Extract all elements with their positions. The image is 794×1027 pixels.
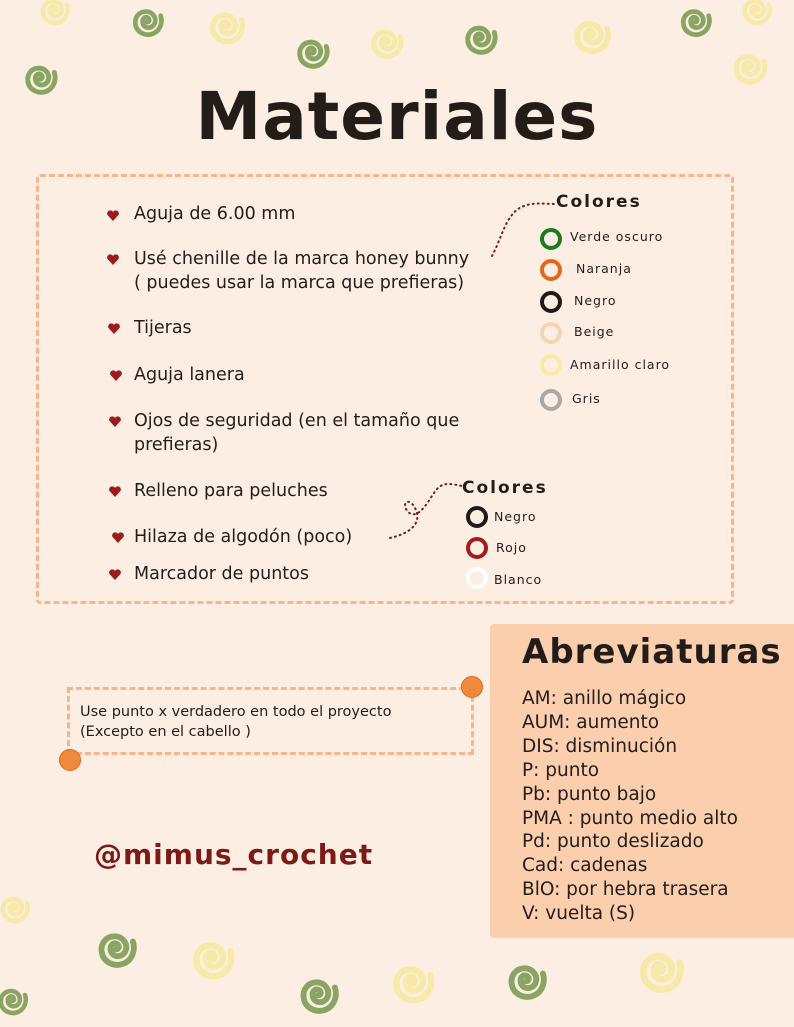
heart-icon bbox=[109, 370, 123, 382]
abbreviation-item: AM: anillo mágico bbox=[522, 688, 687, 709]
color-swatch bbox=[540, 291, 562, 313]
swirl-icon bbox=[0, 980, 32, 1020]
abbreviations-title: Abreviaturas bbox=[522, 632, 782, 672]
abbreviation-item: AUM: aumento bbox=[522, 712, 660, 733]
abbreviation-item: DIS: disminución bbox=[522, 736, 678, 757]
swirl-icon bbox=[384, 954, 440, 1010]
abbreviation-item: BlO: por hebra trasera bbox=[522, 879, 729, 900]
color-label: Beige bbox=[574, 324, 615, 339]
abbreviation-item: Cad: cadenas bbox=[522, 855, 648, 876]
heart-icon bbox=[108, 486, 122, 498]
color-swatch bbox=[540, 322, 562, 344]
button-icon bbox=[461, 676, 483, 698]
swirl-icon bbox=[364, 20, 408, 64]
color-label: Negro bbox=[494, 509, 537, 524]
note-text: Use punto x verdadero en todo el proyecto bbox=[80, 704, 392, 720]
heart-icon bbox=[108, 569, 122, 581]
swirl-icon bbox=[184, 930, 240, 986]
list-item: Aguja lanera bbox=[134, 365, 245, 385]
list-item: Marcador de puntos bbox=[134, 564, 309, 584]
list-item: Usé chenille de la marca honey bunny bbox=[134, 249, 470, 269]
colors-title: Colores bbox=[462, 478, 548, 498]
color-label: Verde oscuro bbox=[570, 229, 664, 244]
color-label: Negro bbox=[574, 293, 617, 308]
color-swatch bbox=[540, 228, 562, 250]
abbreviation-item: PMA : punto medio alto bbox=[522, 808, 738, 829]
note-box bbox=[67, 687, 474, 755]
color-swatch bbox=[540, 354, 562, 376]
color-label: Naranja bbox=[576, 261, 632, 276]
note-text: (Excepto en el cabello ) bbox=[80, 724, 251, 740]
swirl-icon bbox=[0, 888, 34, 928]
swirl-icon bbox=[290, 30, 334, 74]
list-item-continued: ( puedes usar la marca que prefieras) bbox=[134, 273, 465, 293]
colors-title: Colores bbox=[556, 192, 642, 212]
list-item: Relleno para peluches bbox=[134, 481, 328, 501]
swirl-icon bbox=[736, 0, 776, 30]
swirl-icon bbox=[500, 954, 552, 1006]
list-item: Ojos de seguridad (en el tamaño que bbox=[134, 411, 460, 431]
heart-icon bbox=[107, 323, 121, 335]
color-swatch bbox=[466, 537, 488, 559]
swirl-icon bbox=[126, 0, 168, 42]
abbreviation-item: Pd: punto deslizado bbox=[522, 831, 704, 852]
button-icon bbox=[59, 749, 81, 771]
color-label: Blanco bbox=[494, 572, 543, 587]
color-swatch bbox=[466, 567, 488, 589]
swirl-icon bbox=[630, 940, 690, 1000]
page-title: Materiales bbox=[195, 78, 599, 155]
abbreviation-item: Pb: punto bajo bbox=[522, 784, 657, 805]
swirl-icon bbox=[90, 922, 142, 974]
heart-icon bbox=[106, 210, 120, 222]
abbreviation-item: P: punto bbox=[522, 760, 600, 781]
list-item: Aguja de 6.00 mm bbox=[134, 204, 296, 224]
dotted-connector bbox=[386, 476, 466, 542]
social-handle: @mimus_crochet bbox=[94, 838, 374, 871]
color-label: Rojo bbox=[496, 540, 527, 555]
swirl-icon bbox=[202, 2, 250, 50]
color-swatch bbox=[540, 259, 562, 281]
color-label: Amarillo claro bbox=[570, 357, 671, 372]
heart-icon bbox=[106, 254, 120, 266]
color-swatch bbox=[540, 389, 562, 411]
heart-icon bbox=[111, 532, 125, 544]
list-item: Hilaza de algodón (poco) bbox=[134, 527, 353, 547]
swirl-icon bbox=[566, 10, 616, 60]
color-label: Gris bbox=[572, 391, 601, 406]
heart-icon bbox=[108, 416, 122, 428]
swirl-icon bbox=[34, 0, 74, 30]
abbreviation-item: V: vuelta (S) bbox=[522, 903, 636, 924]
list-item: Tijeras bbox=[134, 318, 192, 338]
swirl-icon bbox=[292, 968, 344, 1020]
list-item-continued: prefieras) bbox=[134, 435, 219, 455]
swirl-icon bbox=[674, 0, 716, 42]
color-swatch bbox=[466, 506, 488, 528]
swirl-icon bbox=[458, 16, 502, 60]
